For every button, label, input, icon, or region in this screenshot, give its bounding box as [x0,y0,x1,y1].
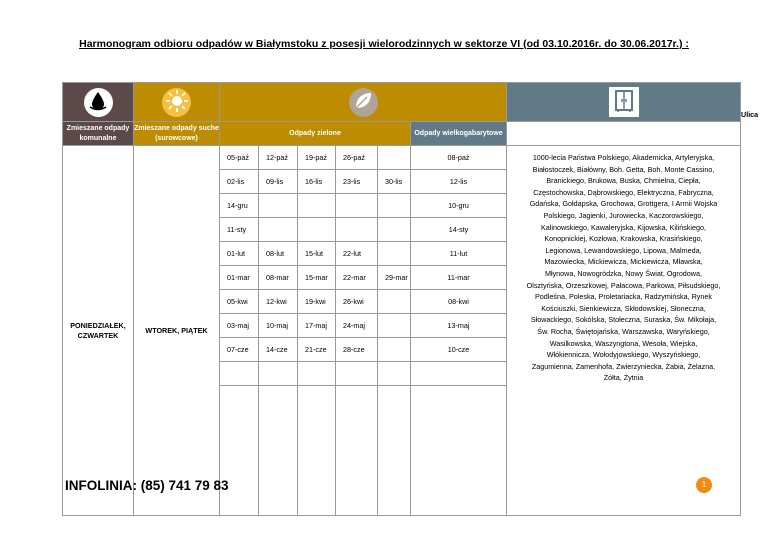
green-date: 03-maj [220,314,259,338]
green-date: 10-maj [259,314,298,338]
green-date: 14-gru [220,194,259,218]
green-date: 02-lis [220,170,259,194]
green-date: 08-lut [259,242,298,266]
empty-cell [411,386,507,516]
street-line: Gdańska, Gołdapska, Grochowa, Grottgera, I Armii Wojska [529,199,718,209]
green-date: 01-mar [220,266,259,290]
mixed-waste-icon-cell [63,83,134,122]
green-date [378,314,411,338]
green-date: 16-lis [298,170,336,194]
street-line: Św. Rocha, Świętojańska, Warszawska, Waryńskiego, [537,326,710,336]
empty-cell [259,386,298,516]
street-line: Branickiego, Brukowa, Buska, Chmielna, Ciepła, [546,176,701,186]
green-date [298,194,336,218]
green-date: 07-cze [220,338,259,362]
green-date: 05-paź [220,146,259,170]
green-date [378,194,411,218]
empty-cell [220,386,259,516]
street-line: Kościuszki, Sienkiewicza, Skłodowskiej, Słoneczna, [541,303,706,313]
green-date: 19-paź [298,146,336,170]
dry-waste-header: Zmieszane odpady suche (surowcowe) [134,122,220,146]
street-line: 1000-lecia Państwa Polskiego, Akademicka, Artyleryjska, [532,153,715,162]
street-line: Legionowa, Lewandowskiego, Lipowa, Malmeda, [545,245,702,255]
bulky-date: 12-lis [411,170,507,194]
green-date: 26-kwi [336,290,378,314]
sun-icon [165,89,189,115]
dry-waste-icon-cell [134,83,220,122]
empty-cell [220,362,259,386]
green-date [378,242,411,266]
green-date [378,338,411,362]
street-line: Podleśna, Poleska, Proletariacka, Radzymińska, Rynek [535,292,712,302]
bulky-date: 11-lut [411,242,507,266]
green-date [378,146,411,170]
green-date: 15-mar [298,266,336,290]
street-line: Polskiego, Jagienki, Jurowiecka, Kaczorowskiego, [543,210,704,220]
street-line: Kalinowskiego, Kawaleryjska, Kijowska, Kilińskiego, [541,222,706,232]
empty-cell [336,386,378,516]
street-line: Mazowiecka, Mickiewicza, Mickiewicza, Mławska, [544,257,703,267]
green-date: 22-lut [336,242,378,266]
empty-cell [336,362,378,386]
green-date: 12-kwi [259,290,298,314]
street-line: Białostoczek, Białówny, Boh. Getta, Boh. Monte Cassino, [532,164,715,174]
bulky-waste-header: Odpady wielkogabarytowe [411,122,507,146]
green-date: 14-cze [259,338,298,362]
green-date: 28-cze [336,338,378,362]
green-date: 01-lut [220,242,259,266]
green-date: 21-cze [298,338,336,362]
green-date: 05-kwi [220,290,259,314]
page-title: Harmonogram odbioru odpadów w Białymstoku z posesji wielorodzinnych w sektorze VI (od 03.10.2016r. do 30.06.2017r.) : [79,38,689,50]
street-line: Wasilkowska, Waszyngtona, Wesoła, Wiejska, [549,338,698,348]
empty-cell [378,362,411,386]
green-date [259,194,298,218]
bulky-date: 10-cze [411,338,507,362]
street-line: Włókiennicza, Wołodyjowskiego, Wyszyńskiego, [546,350,701,360]
green-date: 11-sty [220,218,259,242]
street-line: Konopnickiej, Kozłowa, Krakowska, Krasińskiego, [544,234,703,244]
green-date [336,194,378,218]
green-date: 15-lut [298,242,336,266]
green-date: 22-mar [336,266,378,290]
bulky-date: 14-sty [411,218,507,242]
dry-days-cell: WTOREK, PIĄTEK [134,146,220,516]
green-waste-icon-cell [220,83,507,122]
green-date [259,218,298,242]
schedule-table: Ulica Zmieszane odpady komunalne Zmieszane odpady suche (surowcowe) Odpady zielone Odpady wielkogabarytowe PONIEDZIAŁEK, CZWARTEK WTOREK, PIĄTEK 05-paź 12-paź 19-paź 26-paź 08-paź 1000-lecia Państwa Polskiego, Akademicka, Artyleryjska, Białostoczek, Białówny, Boh. Getta, Boh. Monte Cassino, Branickiego, Brukowa, Buska, Chmielna, Ciepła, Częstochowska, Dąbrowskiego, Elektryczna, Fabryczna, Gdańska, Gołdapska, Grochowa, Grottgera, I Armii Wojska Polskiego, Jagienki, Jurowiecka, Kaczorowskiego, Kalinowskiego, Kawaleryjska, Kijowska, Kilińskiego, Konopnickiej, Kozłowa, Krakowska, Krasińskiego, Legionowa, Lewandowskiego, Lipowa, Malmeda, Mazowiecka, Mickiewicza, Mickiewicza, Mławska, Młynowa, Nowogródzka, Nowy Świat, Ogrodowa, Olsztyńska, Orzeszkowej, Pałacowa, Parkowa, Piłsudskiego, Podleśna, Poleska, Proletariacka, Radzymińska, Rynek Kościuszki, Sienkiewicza, Skłodowskiej, Słoneczna, Słowackiego, Sokólska, Stołeczna, Suraska, Św. Mikołaja, Św. Rocha, Świętojańska, Warszawska, Waryńskiego, Wasilkowska, Waszyngtona, Wesoła, Wiejska, Włókiennicza, Wołodyjowskiego, Wyszyńskiego, Zagumienna, Zamenhofa, Zwierzyniecka, Żabia, Żelazna, Żółta, Żytnia 02-lis 09-lis 16-lis 23-lis 30-lis 12-lis 14-gru 10-gru 11-sty 14-sty 01-lut 08-lut 15-lut 22-lut 11-lut 01-mar 08-mar 15-mar 22-mar 29-mar 11-mar 05-kwi 12-kwi 19-kwi 26-kwi 08-kwi 03-maj 10-maj 17-maj 24-maj 13-maj 07-cze 14-cze 21-cze 28-cze 10-cze [62,82,741,516]
green-date: 26-paź [336,146,378,170]
green-date [336,218,378,242]
green-date: 19-kwi [298,290,336,314]
green-waste-header: Odpady zielone [220,122,411,146]
empty-cell [259,362,298,386]
street-line: Młynowa, Nowogródzka, Nowy Świat, Ogrodowa, [545,268,702,278]
street-line: Żółta, Żytnia [603,373,644,383]
bulky-date: 08-kwi [411,290,507,314]
street-list [507,146,741,516]
bulky-date: 08-paź [411,146,507,170]
green-date [378,218,411,242]
street-line: Częstochowska, Dąbrowskiego, Elektryczna, Fabryczna, [533,187,714,197]
page-number-badge: 1 [696,477,712,493]
street-line: Olsztyńska, Orzeszkowej, Pałacowa, Parkowa, Piłsudskiego, [526,280,721,290]
bulky-waste-icon-cell [507,83,741,122]
street-line: Zagumienna, Zamenhofa, Zwierzyniecka, Żabia, Żelazna, [531,361,716,371]
green-date: 29-mar [378,266,411,290]
street-lines [507,152,740,384]
mixed-days-cell: PONIEDZIAŁEK, CZWARTEK [63,146,134,516]
green-date: 08-mar [259,266,298,290]
empty-cell [298,386,336,516]
green-date: 24-maj [336,314,378,338]
street-line: Słowackiego, Sokólska, Stołeczna, Suraska, Św. Mikołaja, [530,315,717,325]
green-date [298,218,336,242]
mixed-waste-header: Zmieszane odpady komunalne [63,122,134,146]
bulky-date: 10-gru [411,194,507,218]
bulky-date: 13-maj [411,314,507,338]
green-date: 23-lis [336,170,378,194]
green-date: 12-paź [259,146,298,170]
green-date: 17-maj [298,314,336,338]
infoline: INFOLINIA: (85) 741 79 83 [65,478,229,493]
water-drop-icon [87,90,109,114]
leaf-icon [352,90,374,114]
empty-cell [298,362,336,386]
empty-cell [411,362,507,386]
wardrobe-icon [613,89,635,115]
empty-cell [378,386,411,516]
green-date [378,290,411,314]
green-date: 30-lis [378,170,411,194]
green-date: 09-lis [259,170,298,194]
bulky-date: 11-mar [411,266,507,290]
